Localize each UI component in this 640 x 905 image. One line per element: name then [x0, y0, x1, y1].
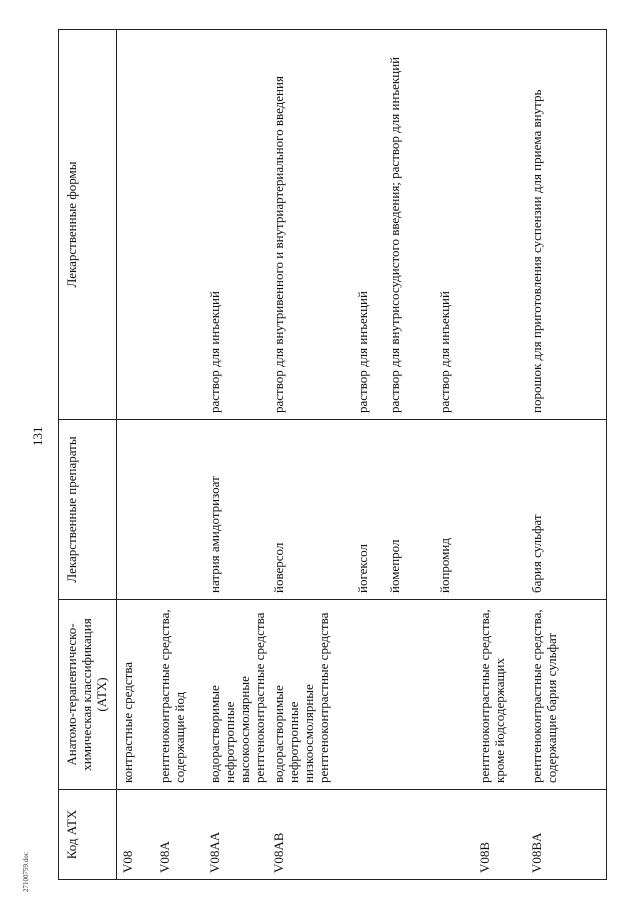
cell-drug: йопромид [434, 420, 474, 600]
cell-code: V08 [116, 790, 154, 880]
cell-classification: водорастворимые нефротропные высокоосмолярные рентгеноконтрастные средства [204, 600, 268, 790]
drug-table-container [58, 30, 618, 880]
cell-form [154, 30, 204, 420]
cell-drug: йоверсол [268, 420, 352, 600]
table-row [116, 30, 154, 880]
cell-form: раствор для инъекций [204, 30, 268, 420]
cell-drug [116, 420, 154, 600]
table-row [526, 30, 606, 880]
cell-classification: рентгеноконтрастные средства, содержащие бария сульфат [526, 600, 606, 790]
cell-classification: рентгеноконтрастные средства, кроме йодсодержащих [474, 600, 526, 790]
cell-code: V08AB [268, 790, 352, 880]
document-id: 27100759.doc [22, 852, 30, 892]
table-row [384, 30, 434, 880]
cell-form: раствор для внутрисосудистого введения; раствор для инъекций [384, 30, 434, 420]
cell-drug: натрия амидотризоат [204, 420, 268, 600]
cell-drug: йогексол [352, 420, 384, 600]
cell-code: V08A [154, 790, 204, 880]
cell-code: V08B [474, 790, 526, 880]
header-dosage-forms: Лекарственные формы [59, 30, 117, 420]
cell-code [434, 790, 474, 880]
cell-classification: рентгеноконтрастные средства, содержащие йод [154, 600, 204, 790]
table-row [204, 30, 268, 880]
cell-drug: бария сульфат [526, 420, 606, 600]
header-atc-code: Код АТХ [59, 790, 117, 880]
cell-drug [474, 420, 526, 600]
cell-drug [154, 420, 204, 600]
cell-form [116, 30, 154, 420]
drug-classification-table [58, 29, 607, 880]
cell-code: V08BA [526, 790, 606, 880]
cell-classification [434, 600, 474, 790]
cell-classification [384, 600, 434, 790]
table-row [474, 30, 526, 880]
cell-code [384, 790, 434, 880]
cell-form: раствор для инъекций [352, 30, 384, 420]
cell-form: раствор для внутривенного и внутриартериального введения [268, 30, 352, 420]
table-row [434, 30, 474, 880]
cell-form: порошок для приготовления суспензии для приема внутрь [526, 30, 606, 420]
header-drugs: Лекарственные препараты [59, 420, 117, 600]
table-row [352, 30, 384, 880]
cell-form [474, 30, 526, 420]
table-row [154, 30, 204, 880]
header-atc-classification: Анатомо-терапевтическо-химическая классификация (АТХ) [59, 600, 117, 790]
cell-code: V08AA [204, 790, 268, 880]
cell-form: раствор для инъекций [434, 30, 474, 420]
cell-drug: йомепрол [384, 420, 434, 600]
cell-code [352, 790, 384, 880]
cell-classification: контрастные средства [116, 600, 154, 790]
cell-classification: водорастворимые нефротропные низкоосмолярные рентгеноконтрастные средства [268, 600, 352, 790]
cell-classification [352, 600, 384, 790]
page-number: 131 [30, 426, 45, 446]
table-row [268, 30, 352, 880]
table-header-row [59, 30, 117, 880]
